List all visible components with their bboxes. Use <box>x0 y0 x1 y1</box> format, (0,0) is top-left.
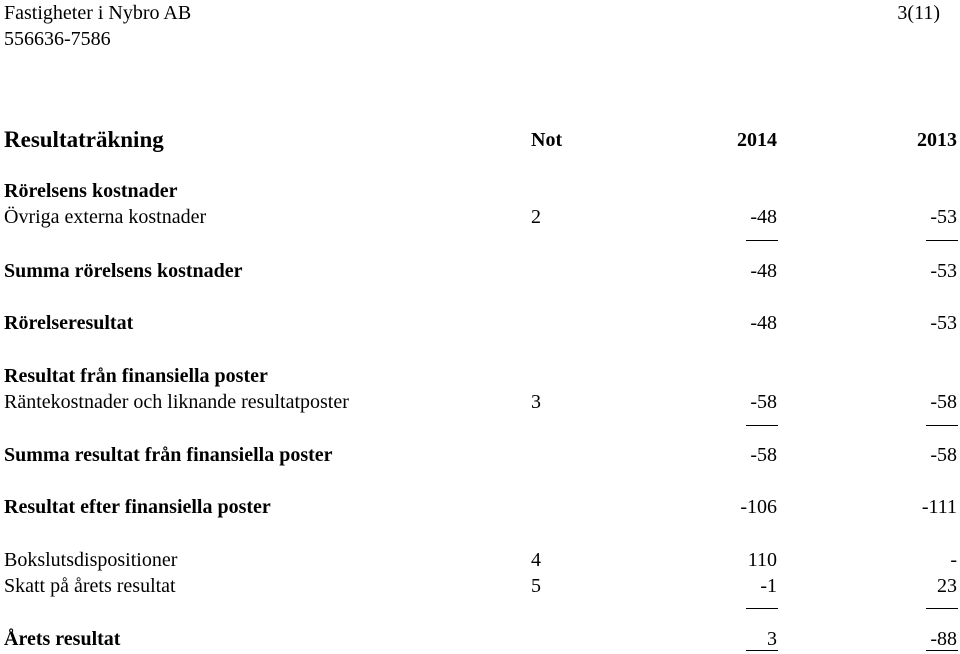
subtotal-rule-2013 <box>926 240 958 241</box>
row-label: Resultat efter finansiella poster <box>4 496 271 518</box>
row-value-2014: 110 <box>747 549 777 571</box>
table-row <box>0 547 960 573</box>
row-value-2013: -58 <box>930 391 957 413</box>
table-row <box>0 573 960 599</box>
subtotal-rule-2014 <box>746 425 778 426</box>
row-value-2013: -88 <box>930 628 957 650</box>
table-row <box>0 310 960 336</box>
total-rule-2014 <box>746 650 778 651</box>
row-label: Övriga externa kostnader <box>4 206 207 228</box>
row-label: Räntekostnader och liknande resultatposter <box>4 391 349 413</box>
table-row <box>0 494 960 520</box>
row-note: 4 <box>531 549 541 571</box>
statement-title: Resultaträkning <box>4 127 164 152</box>
row-value-2013: - <box>950 549 957 571</box>
row-value-2014: -1 <box>760 575 777 597</box>
page-number: 3(11) <box>897 2 940 24</box>
row-note: 5 <box>531 575 541 597</box>
row-label: Årets resultat <box>4 628 121 650</box>
row-value-2013: -58 <box>930 444 957 466</box>
row-value-2014: -48 <box>750 312 777 334</box>
table-row <box>0 442 960 468</box>
row-value-2014: -48 <box>750 260 777 282</box>
column-header-2013: 2013 <box>917 129 957 151</box>
subtotal-rule-2014 <box>746 608 778 609</box>
table-row <box>0 178 960 204</box>
org-number: 556636-7586 <box>4 28 111 50</box>
row-label: Bokslutsdispositioner <box>4 549 178 571</box>
row-value-2014: -48 <box>750 206 777 228</box>
row-value-2013: 23 <box>937 575 957 597</box>
table-row <box>0 258 960 284</box>
row-note: 2 <box>531 206 541 228</box>
row-label: Summa rörelsens kostnader <box>4 260 243 282</box>
row-value-2013: -53 <box>930 206 957 228</box>
row-value-2013: -111 <box>921 496 957 518</box>
row-value-2014: -58 <box>750 391 777 413</box>
row-label: Rörelseresultat <box>4 312 134 334</box>
row-value-2013: -53 <box>930 312 957 334</box>
row-label: Summa resultat från finansiella poster <box>4 444 333 466</box>
row-label: Rörelsens kostnader <box>4 180 178 202</box>
subtotal-rule-2014 <box>746 240 778 241</box>
company-name: Fastigheter i Nybro AB <box>4 2 192 24</box>
row-value-2014: -106 <box>740 496 777 518</box>
column-header-2014: 2014 <box>737 129 777 151</box>
subtotal-rule-2013 <box>926 608 958 609</box>
table-row <box>0 363 960 389</box>
row-label: Skatt på årets resultat <box>4 575 176 597</box>
total-rule-2013 <box>926 650 958 651</box>
row-label: Resultat från finansiella poster <box>4 365 268 387</box>
row-value-2014: -58 <box>750 444 777 466</box>
row-value-2013: -53 <box>930 260 957 282</box>
column-header-note: Not <box>531 129 563 151</box>
row-note: 3 <box>531 391 541 413</box>
table-row <box>0 626 960 652</box>
table-row <box>0 204 960 230</box>
table-row <box>0 389 960 415</box>
row-value-2014: 3 <box>767 628 777 650</box>
subtotal-rule-2013 <box>926 425 958 426</box>
statement-header-row <box>0 127 960 153</box>
